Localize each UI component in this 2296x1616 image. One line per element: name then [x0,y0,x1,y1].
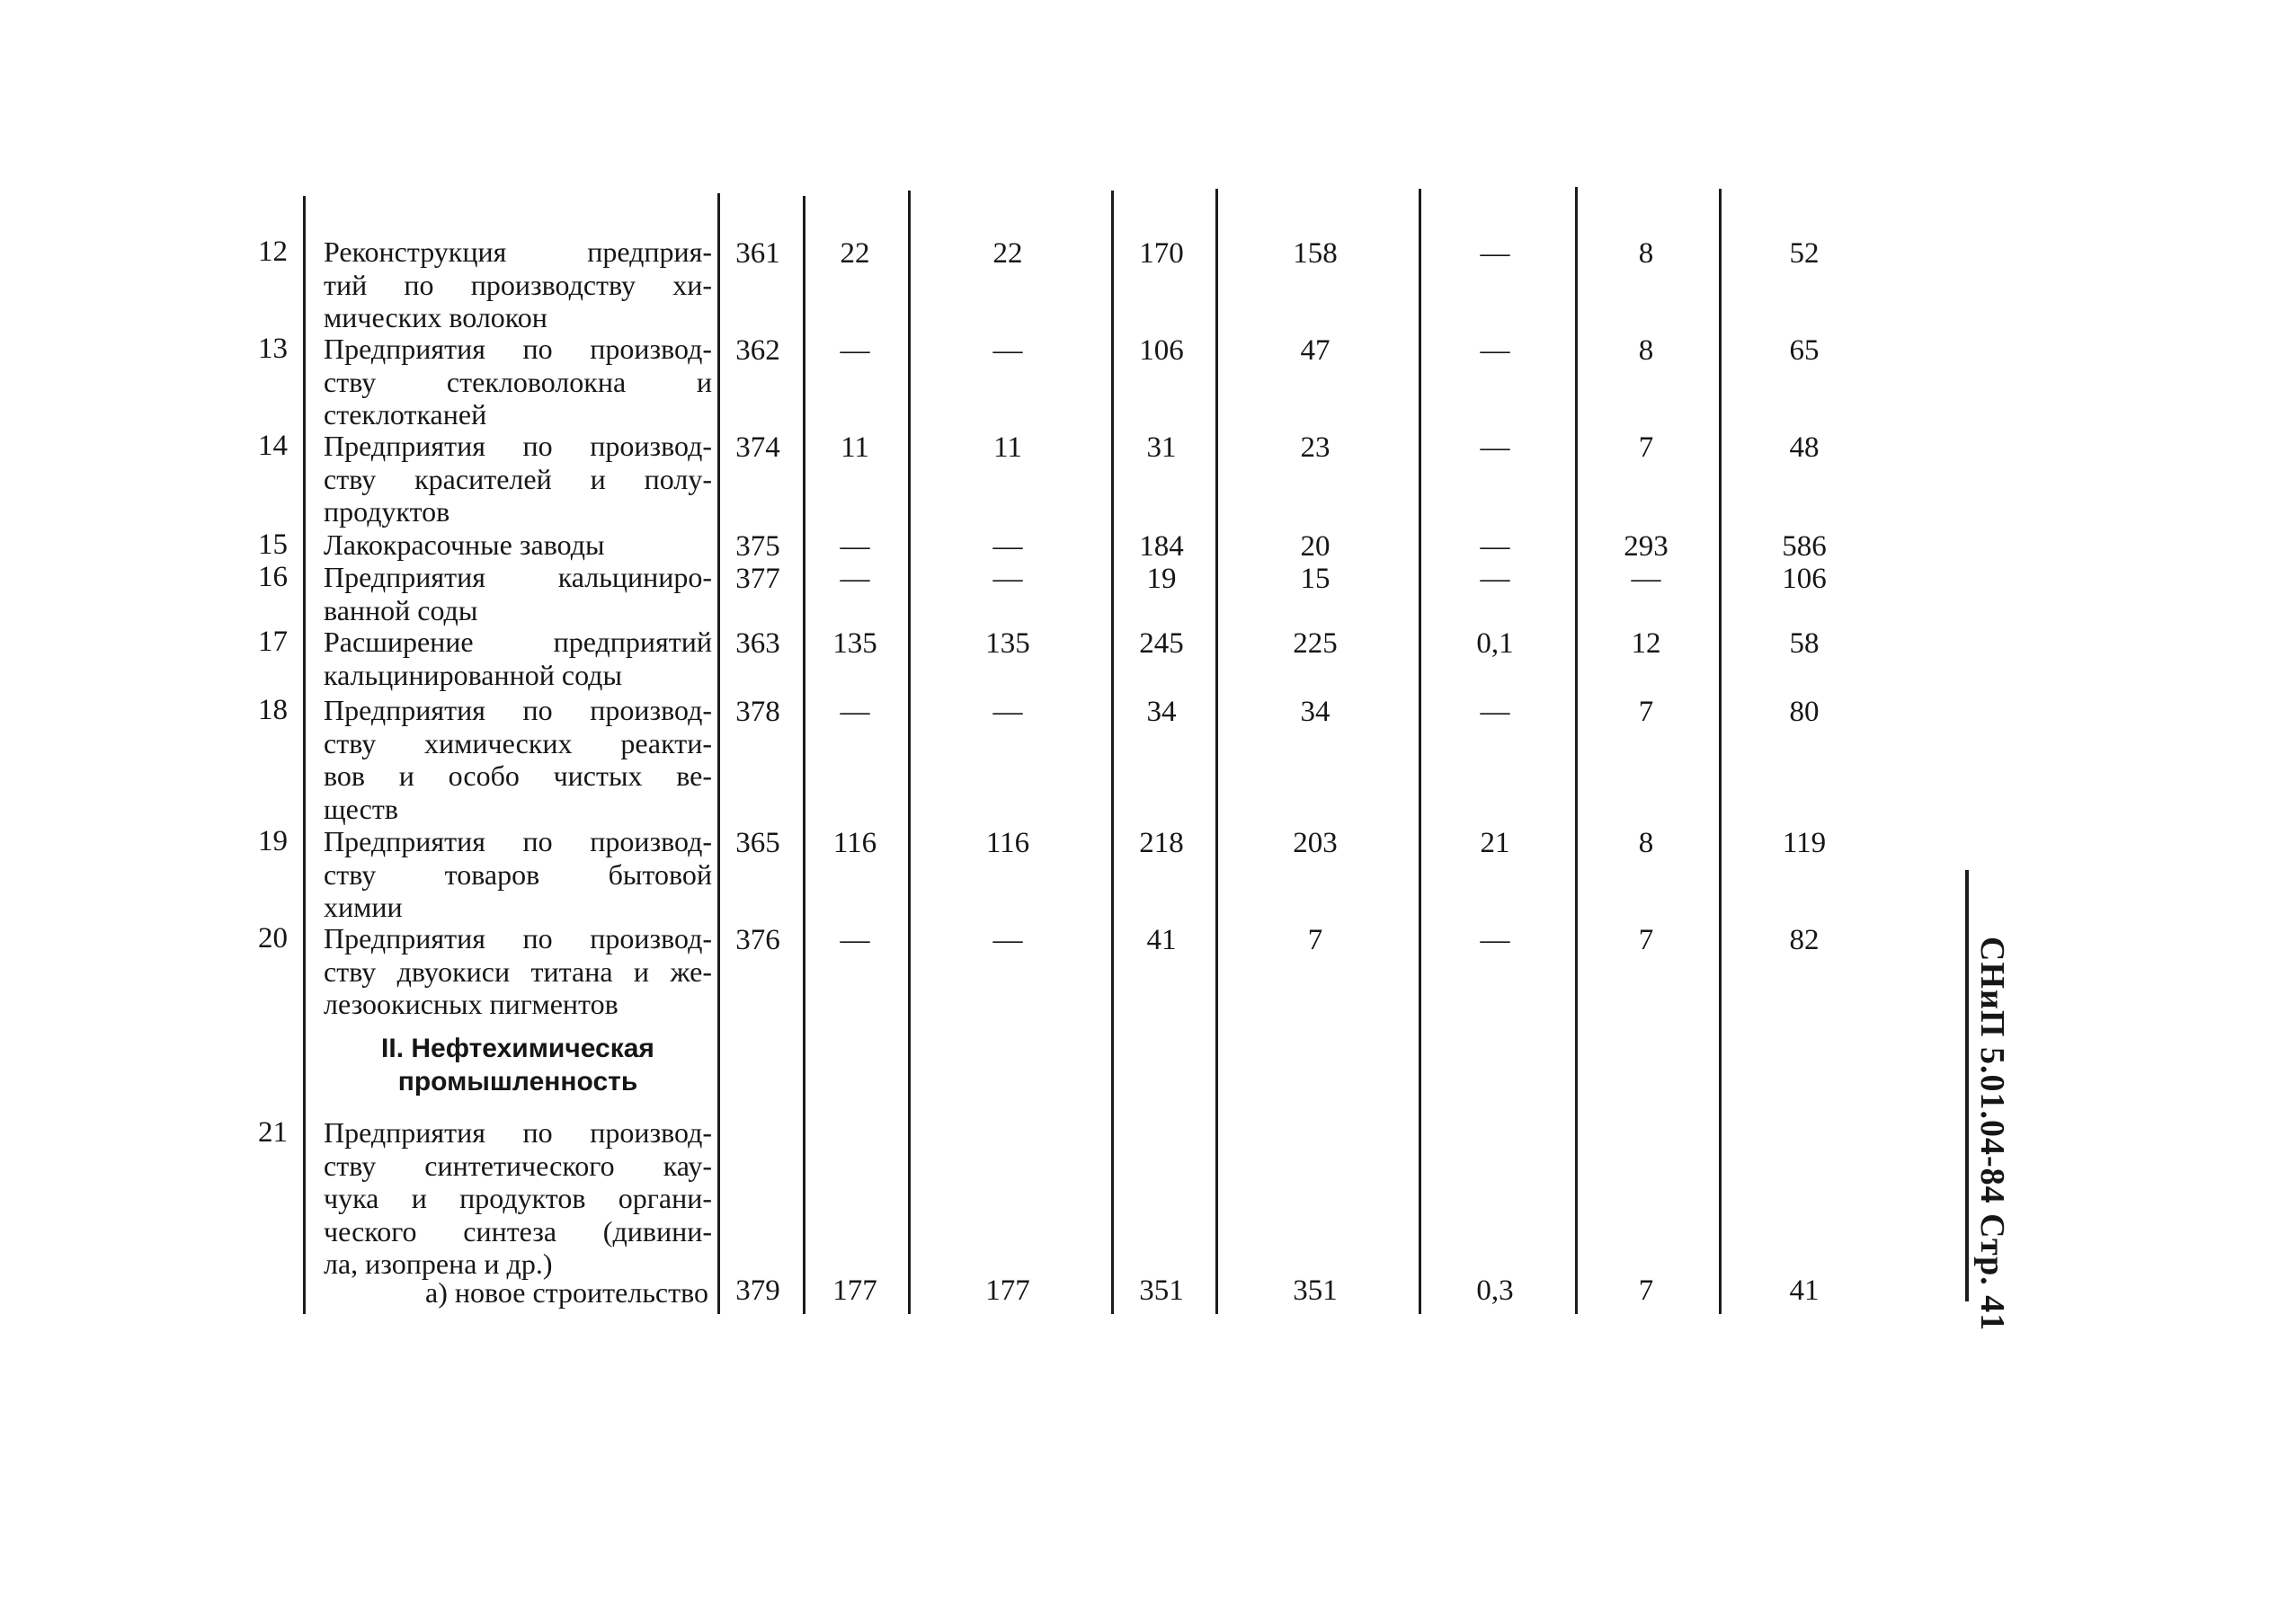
col-6: — [1480,334,1510,367]
row-number: 18 [258,694,288,726]
row-number: 13 [258,333,288,365]
running-header-text: СНиП 5.01.04-84 Стр. 41 [1973,937,2011,1332]
col-4: 351 [1139,1274,1184,1307]
row-number: 19 [258,825,288,857]
description-line: Предприятия по производ- [324,922,712,955]
col-7: 7 [1638,696,1654,728]
col-code: 377 [735,563,780,595]
col-code: 363 [735,627,780,660]
description-line: химии [324,891,403,923]
col-8: 586 [1782,530,1827,563]
col-code: 378 [735,696,780,728]
row-description [324,561,712,626]
description-line: ществ [324,792,398,825]
col-6: — [1480,696,1510,728]
col-8: 41 [1789,1274,1820,1307]
col-4: 19 [1146,563,1177,595]
description-line: кальцинированной соды [324,658,622,691]
row-description [324,694,712,825]
col-2: — [840,334,870,367]
col-6: — [1480,431,1510,464]
col-8: 106 [1782,563,1827,595]
col-2: 22 [840,237,870,270]
col-4: 106 [1139,334,1184,367]
row-description [324,922,712,1021]
col-2: 116 [832,827,877,859]
col-6: — [1480,924,1510,956]
description-line: ству двуокиси титана и же- [324,955,712,988]
col-2: — [840,530,870,563]
col-7: 8 [1638,827,1654,859]
description-line: Предприятия по производ- [324,430,712,462]
col-code: 375 [735,530,780,563]
col-2: 11 [841,431,869,464]
col-code: 362 [735,334,780,367]
col-5: 158 [1293,237,1338,270]
col-4: 245 [1139,627,1184,660]
col-code: 365 [735,827,780,859]
col-5: 20 [1300,530,1330,563]
row-number: 15 [258,528,288,561]
col-7: 8 [1638,237,1654,270]
row-number: 20 [258,922,288,955]
col-4: 34 [1146,696,1177,728]
col-7: 12 [1631,627,1661,660]
description-line: чука и продуктов органи- [324,1182,712,1214]
description-line: Предприятия по производ- [324,1116,712,1149]
col-3: 22 [992,237,1023,270]
col-8: 48 [1789,431,1820,464]
col-4: 170 [1139,237,1184,270]
col-3: — [992,334,1023,367]
col-6: — [1480,563,1510,595]
col-5: 225 [1293,627,1338,660]
description-line: Реконструкция предприя- [324,235,712,268]
col-5: 15 [1300,563,1330,595]
col-8: 65 [1789,334,1820,367]
col-3: 177 [985,1274,1030,1307]
description-line: ству стекловолокна и [324,365,712,398]
col-7: 7 [1638,1274,1654,1307]
description-line: Предприятия по производ- [324,333,712,365]
col-6: — [1480,237,1510,270]
col-4: 184 [1139,530,1184,563]
col-7: 293 [1624,530,1669,563]
column-rule [303,196,306,1314]
col-4: 218 [1139,827,1184,859]
col-3: 135 [985,627,1030,660]
description-line: Предприятия по производ- [324,694,712,726]
description-line: ла, изопрена и др.) [324,1248,553,1280]
col-6: 21 [1480,827,1510,859]
description-line: ческого синтеза (дивини- [324,1214,712,1248]
col-8: 80 [1789,696,1820,728]
row-number: 14 [258,430,288,462]
description-line: Предприятия кальциниро- [324,561,712,593]
col-5: 23 [1300,431,1330,464]
description-line: вов и особо чистых ве- [324,759,712,792]
description-line: тий по производству хи- [324,268,712,301]
col-code: 374 [735,431,780,464]
col-code: 379 [735,1274,780,1307]
row-description [324,430,712,528]
col-3: — [992,924,1023,956]
col-7: 7 [1638,431,1654,464]
description-line: Лакокрасочные заводы [324,528,605,561]
col-3: — [992,696,1023,728]
col-7: 7 [1638,924,1654,956]
row-number: 17 [258,626,288,658]
row-description [324,825,712,924]
col-7: — [1631,563,1661,595]
col-8: 119 [1782,827,1827,859]
description-line: Предприятия по производ- [324,825,712,857]
col-7: 8 [1638,334,1654,367]
section-heading [324,1032,712,1098]
subrow-description: а) новое строительство [425,1276,708,1309]
description-line: ству товаров бытовой [324,857,712,891]
col-3: — [992,563,1023,595]
description-line: продуктов [324,495,450,528]
section-heading-line: II. Нефтехимическая [381,1034,654,1063]
col-5: 34 [1300,696,1330,728]
row-description [324,235,712,334]
col-8: 52 [1789,237,1820,270]
description-line: мических волокон [324,301,547,333]
col-5: 7 [1307,924,1323,956]
col-6: 0,3 [1476,1274,1514,1307]
col-2: — [840,924,870,956]
col-3: 116 [985,827,1030,859]
row-description [324,1116,712,1281]
description-line: ванной соды [324,593,478,626]
description-line: стеклотканей [324,398,487,431]
col-code: 361 [735,237,780,270]
col-8: 82 [1789,924,1820,956]
description-line: ству синтетического кау- [324,1149,712,1182]
description-line: Расширение предприятий [324,626,712,658]
row-description [324,528,712,562]
col-2: 135 [832,627,877,660]
col-5: 351 [1293,1274,1338,1307]
col-3: — [992,530,1023,563]
description-line: лезоокисных пигментов [324,988,618,1020]
col-2: — [840,696,870,728]
row-number: 12 [258,235,288,268]
row-number: 16 [258,561,288,593]
section-heading-line: промышленность [397,1067,638,1097]
description-line: ству красителей и полу- [324,462,712,495]
row-number: 21 [258,1116,288,1149]
col-3: 11 [993,431,1022,464]
col-6: — [1480,530,1510,563]
row-description [324,626,712,691]
header-rule [1965,870,1969,1301]
row-description [324,333,712,431]
col-6: 0,1 [1476,627,1514,660]
col-2: — [840,563,870,595]
col-5: 203 [1293,827,1338,859]
col-4: 31 [1146,431,1177,464]
col-4: 41 [1146,924,1177,956]
col-code: 376 [735,924,780,956]
col-2: 177 [832,1274,877,1307]
description-line: ству химических реакти- [324,726,712,759]
col-5: 47 [1300,334,1330,367]
col-8: 58 [1789,627,1820,660]
